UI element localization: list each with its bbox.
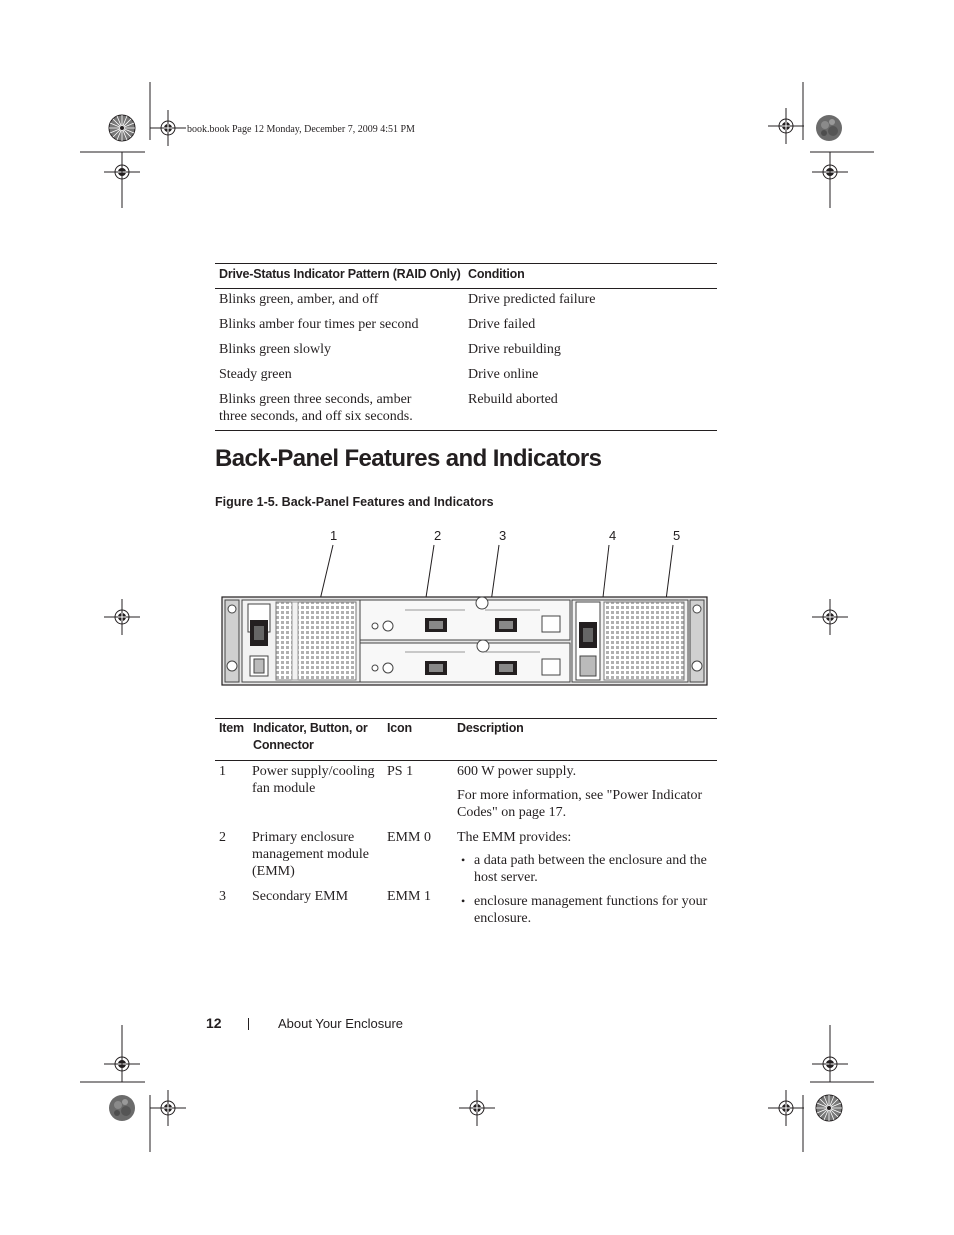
feature-1-name-a: Power supply/cooling <box>252 764 375 779</box>
table-top-rule <box>215 263 717 264</box>
feature-3-name: Secondary EMM <box>252 889 349 904</box>
feature-2-bullet-2a: enclosure management functions for your <box>474 894 708 909</box>
bullet-icon: • <box>461 853 466 867</box>
callout-1: 1 <box>330 528 338 543</box>
feature-2-name-a: Primary enclosure <box>252 830 355 845</box>
table-bottom-rule <box>215 430 717 431</box>
feature-2-icon: EMM 0 <box>387 830 431 845</box>
bullet-icon: • <box>461 894 466 908</box>
feature-2-name-b: management module <box>252 847 370 862</box>
chapter-title: About Your Enclosure <box>278 1016 404 1031</box>
feature-2-name-c: (EMM) <box>252 864 295 879</box>
feature-2-bullet-2b: enclosure. <box>474 911 532 926</box>
callout-2: 2 <box>434 528 442 543</box>
status-condition-1: Drive predicted failure <box>468 292 596 307</box>
status-condition-2: Drive failed <box>468 317 536 332</box>
page-number: 12 <box>206 1015 222 1031</box>
feature-1-name-b: fan module <box>252 781 316 796</box>
footer-divider <box>248 1018 249 1030</box>
status-pattern-3: Blinks green slowly <box>219 342 331 357</box>
print-slug: book.book Page 12 Monday, December 7, 2009 4:51 PM <box>187 124 415 135</box>
feature-1-desc-more-a: For more information, see "Power Indicator <box>457 788 703 803</box>
table-header-rule <box>215 288 717 289</box>
status-pattern-4: Steady green <box>219 367 292 382</box>
features-header-rule <box>215 760 717 761</box>
callout-3: 3 <box>499 528 507 543</box>
features-header-indicator-1: Indicator, Button, or <box>253 721 368 735</box>
status-pattern-1: Blinks green, amber, and off <box>219 292 379 307</box>
feature-2-bullet-1a: a data path between the enclosure and the <box>474 853 707 868</box>
callout-5: 5 <box>673 528 681 543</box>
status-header-condition: Condition <box>468 267 525 281</box>
status-condition-4: Drive online <box>468 367 539 382</box>
figure-caption: Figure 1-5. Back-Panel Features and Indicators <box>215 495 494 509</box>
features-header-description: Description <box>457 721 524 735</box>
feature-1-desc-more-b: Codes" on page 17. <box>457 805 567 820</box>
feature-2-desc: The EMM provides: <box>457 830 572 845</box>
features-header-indicator-2: Connector <box>253 738 314 752</box>
features-header-item: Item <box>219 721 244 735</box>
section-title: Back-Panel Features and Indicators <box>215 445 602 472</box>
features-header-icon: Icon <box>387 721 412 735</box>
feature-3-item: 3 <box>219 889 226 904</box>
status-header-pattern: Drive-Status Indicator Pattern (RAID Only) <box>219 267 461 281</box>
feature-1-icon: PS 1 <box>387 764 414 779</box>
status-pattern-5b: three seconds, and off six seconds. <box>219 409 413 424</box>
status-pattern-5a: Blinks green three seconds, amber <box>219 392 412 407</box>
status-condition-3: Drive rebuilding <box>468 342 561 357</box>
back-panel-illustration <box>220 540 710 690</box>
feature-2-item: 2 <box>219 830 226 845</box>
features-top-rule <box>215 718 717 719</box>
callout-4: 4 <box>609 528 617 543</box>
feature-1-item: 1 <box>219 764 226 779</box>
feature-2-bullet-1b: host server. <box>474 870 538 885</box>
feature-3-icon: EMM 1 <box>387 889 431 904</box>
feature-1-desc: 600 W power supply. <box>457 764 577 779</box>
status-condition-5: Rebuild aborted <box>468 392 558 407</box>
status-pattern-2: Blinks amber four times per second <box>219 317 419 332</box>
